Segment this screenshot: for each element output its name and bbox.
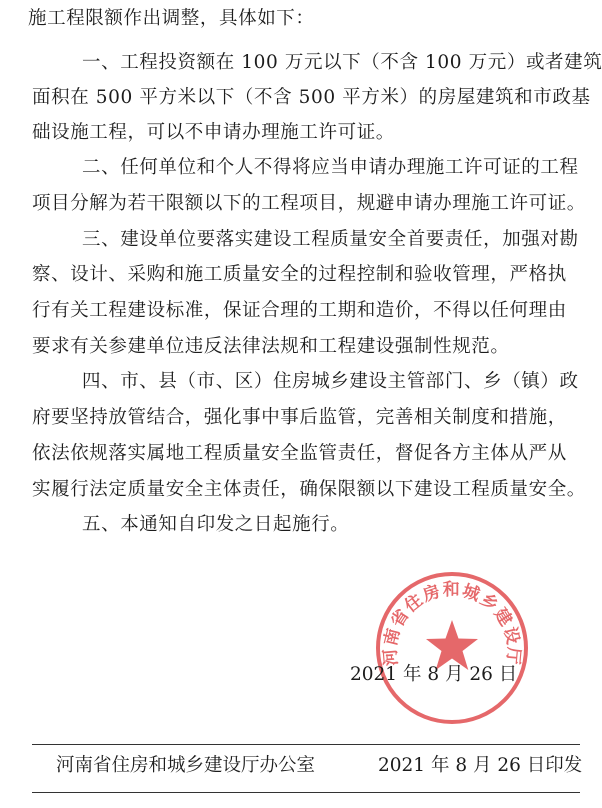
paragraph-1-line-1: 一、工程投资额在 100 万元以下（不含 100 万元）或者建筑	[82, 52, 602, 73]
seal-star-icon	[426, 620, 478, 670]
signature-date: 2021 年 8 月 26 日	[350, 664, 518, 685]
paragraph-3-line-2: 察、设计、采购和施工质量安全的过程控制和验收管理，严格执	[32, 264, 567, 285]
paragraph-4-line-3: 依法依规落实属地工程质量安全监管责任，督促各方主体从严从	[32, 443, 567, 464]
paragraph-2-line-1: 二、任何单位和个人不得将应当申请办理施工许可证的工程	[82, 157, 579, 178]
footer-top-rule	[32, 744, 580, 745]
paragraph-5-line-1: 五、本通知自印发之日起施行。	[82, 514, 350, 535]
paragraph-1-line-2: 面积在 500 平方米以下（不含 500 平方米）的房屋建筑和市政基	[32, 87, 591, 108]
seal-text: 河南省住房和城乡建设厅	[380, 580, 524, 667]
footer-print-date: 2021 年 8 月 26 日印发	[378, 755, 583, 776]
paragraph-4-line-2: 府要坚持放管结合，强化事中事后监管，完善相关制度和措施，	[32, 407, 567, 428]
paragraph-4-line-1: 四、市、县（市、区）住房城乡建设主管部门、乡（镇）政	[82, 371, 579, 392]
paragraph-3-line-4: 要求有关参建单位违反法律法规和工程建设强制性规范。	[32, 336, 510, 357]
footer-bottom-rule	[32, 792, 580, 793]
paragraph-3-line-1: 三、建设单位要落实建设工程质量安全首要责任，加强对勘	[82, 229, 579, 250]
official-seal-icon	[372, 568, 532, 728]
paragraph-2-line-2: 项目分解为若干限额以下的工程项目，规避申请办理施工许可证。	[32, 193, 586, 214]
paragraph-4-line-4: 实履行法定质量安全主体责任，确保限额以下建设工程质量安全。	[32, 479, 586, 500]
intro-line: 施工程限额作出调整，具体如下：	[28, 8, 315, 29]
footer-issuer: 河南省住房和城乡建设厅办公室	[56, 755, 316, 776]
paragraph-3-line-3: 行有关工程建设标准，保证合理的工期和造价，不得以任何理由	[32, 300, 567, 321]
paragraph-1-line-3: 础设施工程，可以不申请办理施工许可证。	[32, 122, 395, 143]
